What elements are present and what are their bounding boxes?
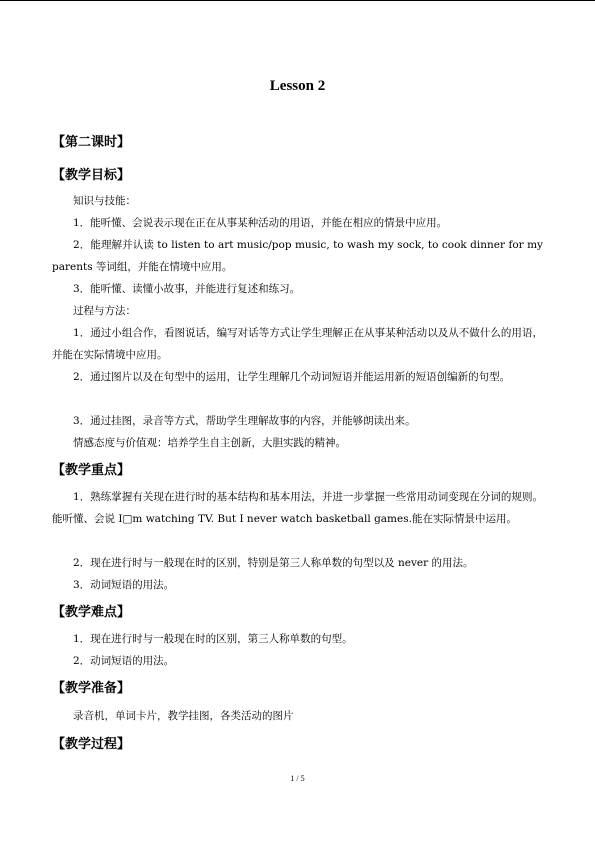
preparation-text: 录音机，单词卡片，教学挂图，各类活动的图片 [73,710,294,722]
goals-attitude: 情感态度与价值观：培养学生自主创新，大胆实践的精神。 [73,437,346,449]
goals-knowledge-1: 1．能听懂、会说表示现在正在从事某种活动的用语，并能在相应的情景中应用。 [73,217,448,229]
goals-process-1: 1．通过小组合作，看图说话，编写对话等方式让学生理解正在从事某种活动以及从不做什么的用语，并能在实际情境中应用。 [52,327,543,361]
lesson-title: Lesson 2 [269,78,326,94]
section-goals: 【教学目标】 [52,168,131,183]
top-border-line [0,0,595,1]
difficulty-2: 2．动词短语的用法。 [73,655,175,667]
section-period: 【第二课时】 [52,135,131,150]
goals-knowledge-label: 知识与技能： [73,195,136,207]
section-key-points: 【教学重点】 [52,463,131,478]
section-difficulties: 【教学难点】 [52,605,131,620]
goals-process-label: 过程与方法： [73,305,136,317]
key-point-1: 1．熟练掌握有关现在进行时的基本结构和基本用法，并进一步掌握一些常用动词变现在分词的规则。能听懂、会说 I□m watching TV. But I never watch basketball games.能在实际情景中运用。 [52,491,543,525]
difficulty-1: 1．现在进行时与一般现在时的区别，第三人称单数的句型。 [73,633,353,645]
page-number: 1 / 5 [290,774,305,783]
goals-knowledge-3: 3．能听懂、读懂小故事，并能进行复述和练习。 [73,283,301,295]
goals-process-3: 3．通过挂图，录音等方式，帮助学生理解故事的内容，并能够朗读出来。 [73,415,416,427]
goals-knowledge-2: 2．能理解并认读 to listen to art music/pop music, to wash my sock, to cook dinner for my parents 等词组，并能在情境中应用。 [52,239,543,273]
goals-process-2: 2．通过图片以及在句型中的运用，让学生理解几个动词短语并能运用新的短语创编新的句型。 [73,371,511,383]
section-process: 【教学过程】 [52,737,131,752]
section-preparation: 【教学准备】 [52,681,131,696]
key-point-3: 3．动词短语的用法。 [73,579,175,591]
key-point-2: 2．现在进行时与一般现在时的区别，特别是第三人称单数的句型以及 never 的用法。 [73,557,474,569]
